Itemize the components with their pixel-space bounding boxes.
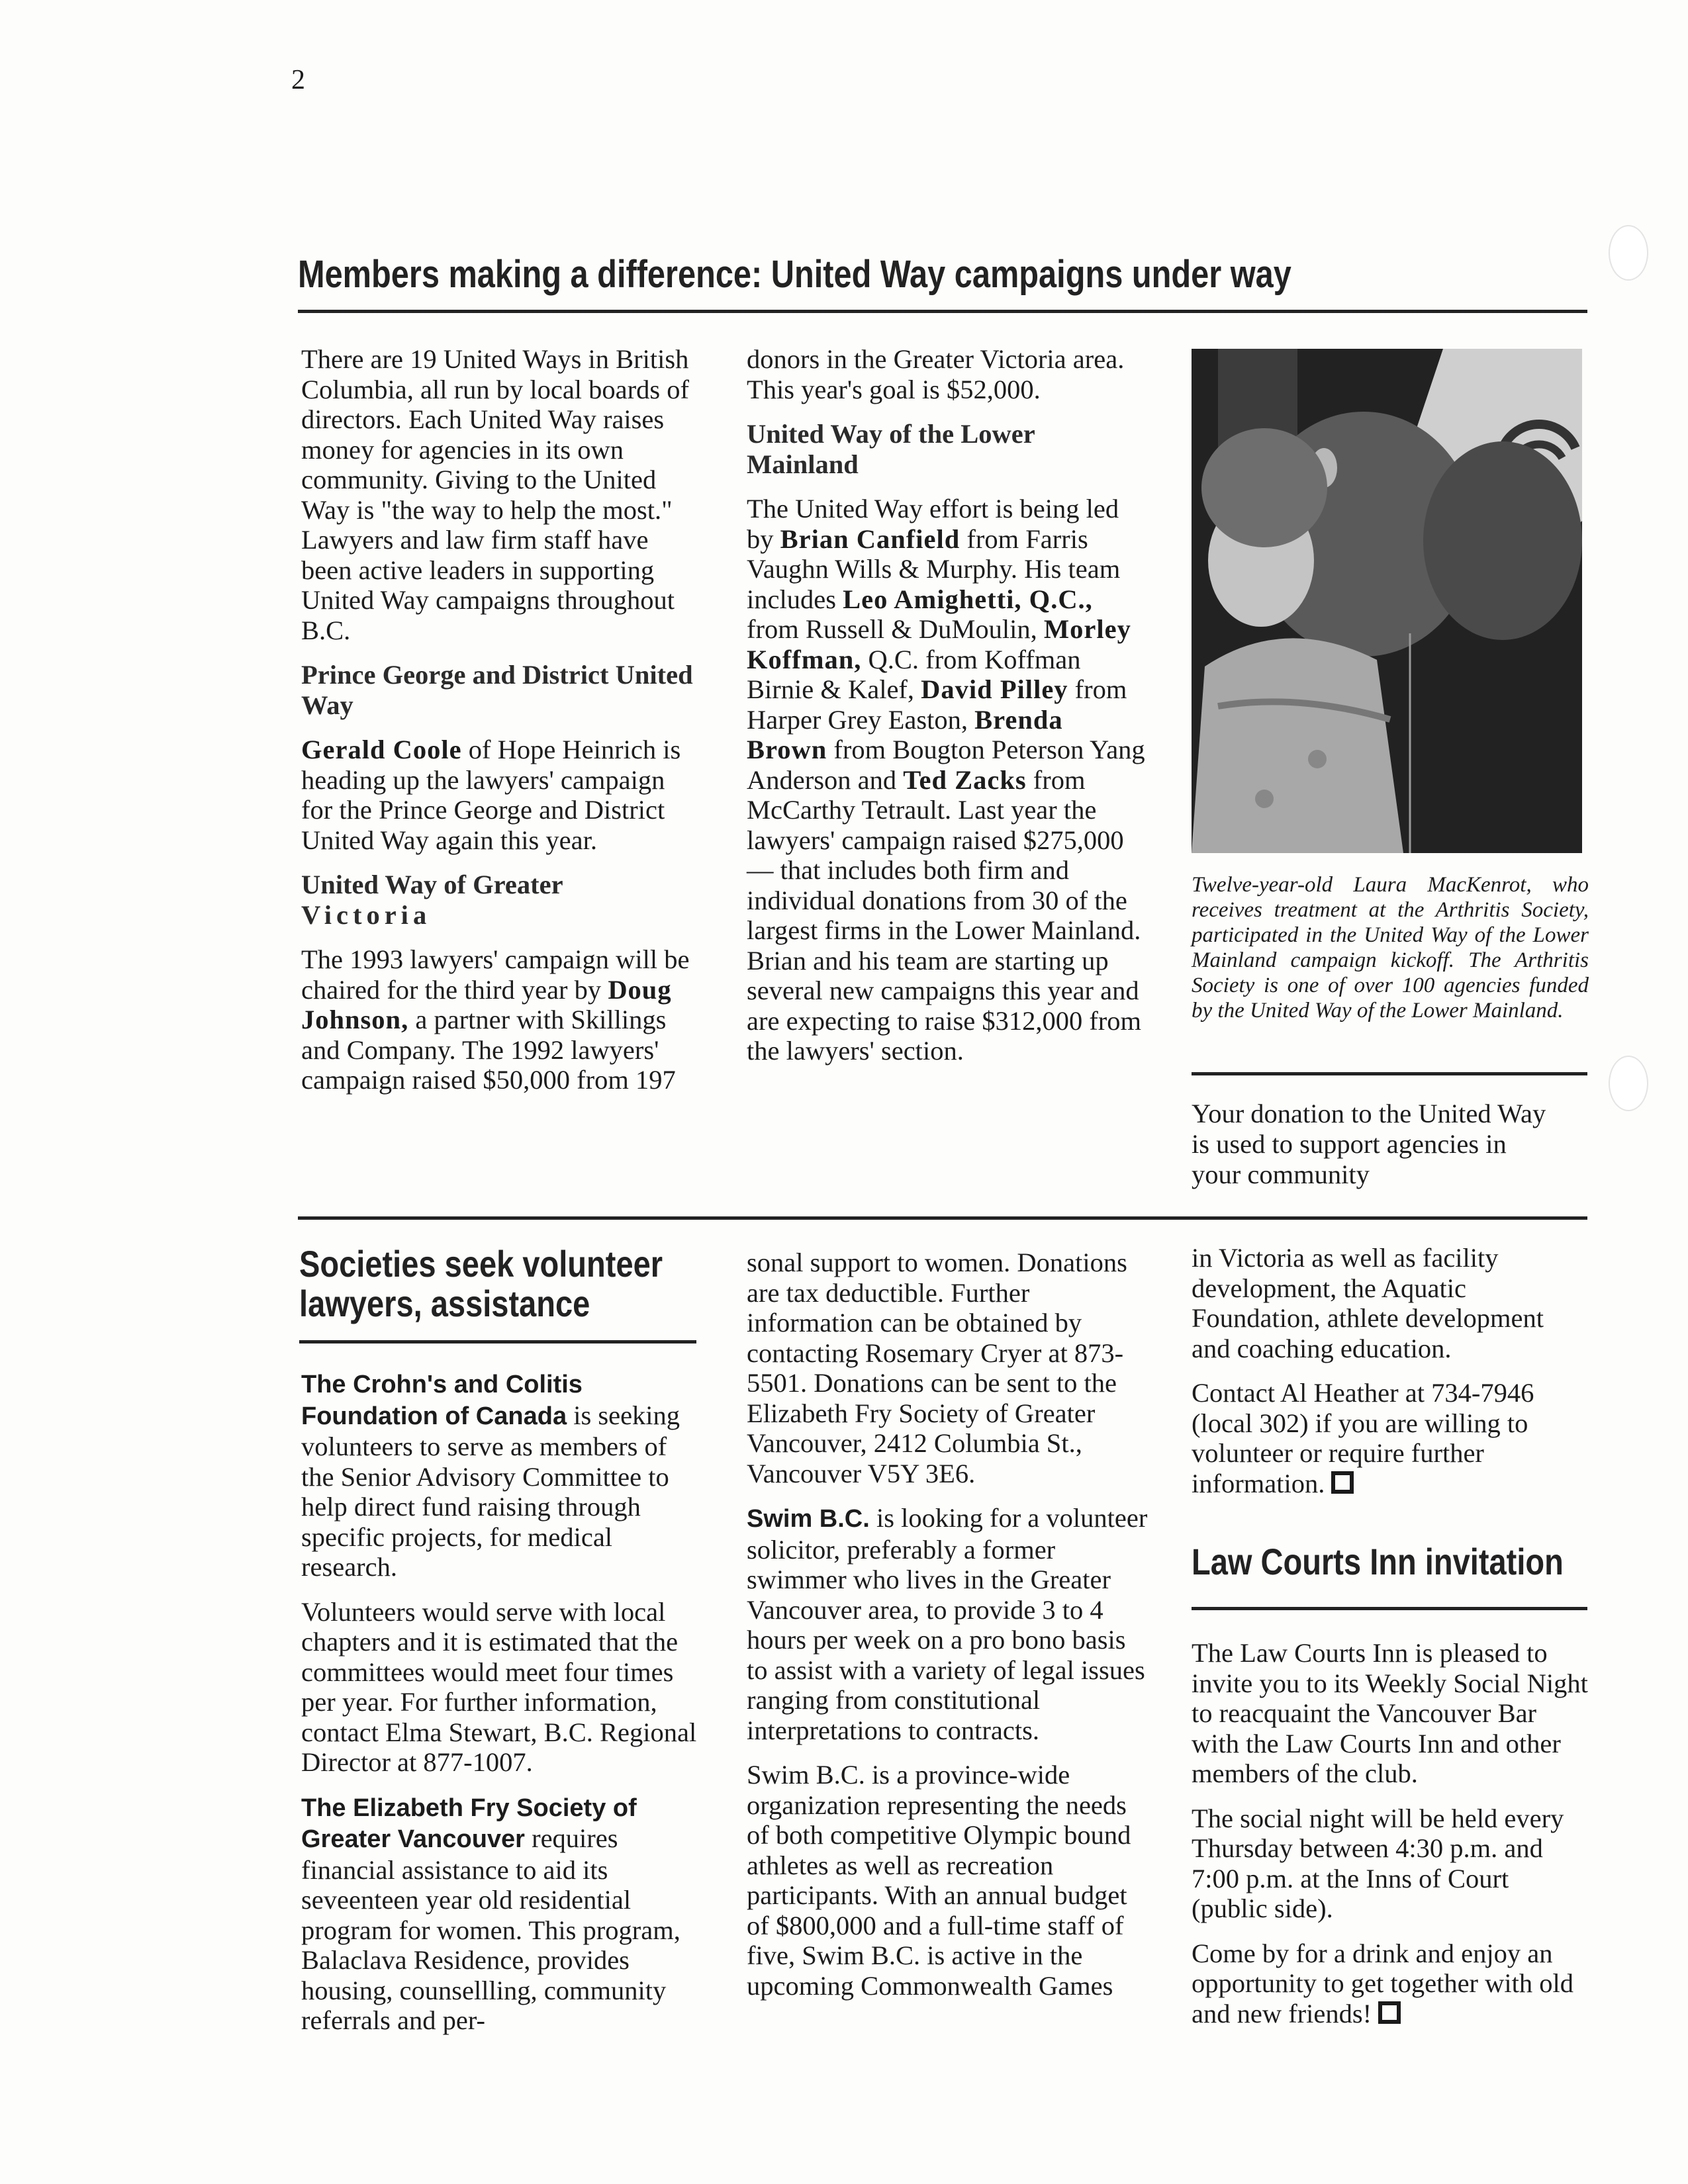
law-courts-column [1192,1638,1589,2043]
subheading-lower-mainland: United Way of the Lower Mainland [747,419,1035,479]
fry-paragraph: The Elizabeth Fry Society of Greater Vancouver requires financial assistance to aid its seveenteen year old residential program for women. This program, Balaclava Residence, provides housing, counsellling, community referrals and per- [301,1794,680,2035]
united-way-column-1 [301,344,698,1110]
swim-continued: in Victoria as well as facility development, the Aquatic Foundation, athlete development and coaching education. [1192,1243,1544,1363]
law-courts-paragraph-1: The Law Courts Inn is pleased to invite you to its Weekly Social Night to reacquaint the Vancouver Bar with the Law Courts Inn and other members of the club. [1192,1638,1588,1788]
societies-column-1 [301,1369,698,2050]
lower-mainland-paragraph: The United Way effort is being led by Brian Canfield from Farris Vaughn Wills & Murphy. His team includes Leo Amighetti, Q.C., from Russell & DuMoulin, Morley Koffman, Q.C. from Koffman Birnie & Kalef, David Pilley from Harper Grey Easton, Brenda Brown from Bougton Peterson Yang Anderson and Ted Zacks from McCarthy Tetrault. Last year the lawyers' campaign raised $275,000 — that includes both firm and individual donations from 30 of the largest firms in the Lower Mainland. Brian and his team are starting up several new campaigns this year and are expecting to raise $312,000 from the lawyers' section. [747,494,1145,1066]
end-mark-icon [1331,1471,1354,1494]
section-divider [298,1216,1587,1220]
law-courts-paragraph-2: The social night will be held every Thursday between 4:30 p.m. and 7:00 p.m. at the Inns of Court (public side). [1192,1803,1564,1923]
united-way-column-2 [747,344,1150,1081]
law-courts-heading: Law Courts Inn invitation [1192,1541,1564,1582]
fry-lead: The Elizabeth Fry Society of Greater Vancouver [301,1794,637,1853]
law-courts-heading-rule [1192,1607,1587,1610]
law-courts-paragraph-3: Come by for a drink and enjoy an opportunity to get together with old and new friends! [1192,1938,1574,2028]
societies-column-3 [1192,1243,1589,1513]
swim-lead: Swim B.C. [747,1505,870,1533]
swim-contact: Contact Al Heather at 734-7946 (local 302) if you are willing to volunteer or require further information. [1192,1378,1534,1498]
headline: Members making a difference: United Way campaigns under way [298,253,1291,296]
name-gerald-coole: Gerald Coole [301,735,462,764]
photo-caption: Twelve-year-old Laura MacKenrot, who receives treatment at the Arthritis Society, participated in the United Way of the Lower Mainland campaign kickoff. The Arthritis Society is one of over 100 agencies funded by the United Way of the Lower Mainland. [1192,873,1589,1023]
photo-girl-with-balloons [1192,349,1582,853]
crohns-paragraph-2: Volunteers would serve with local chapters and it is estimated that the committees would meet four times per year. For further information, contact Elma Stewart, B.C. Regional Director at 877-1007. [301,1596,697,1777]
crohns-lead: The Crohn's and Colitis Foundation of Canada [301,1371,583,1430]
page-number: 2 [291,65,305,95]
photo-illustration [1192,349,1582,853]
prince-george-paragraph: Gerald Coole of Hope Heinrich is heading up the lawyers' campaign for the Prince George and District United Way again this year. [301,735,681,855]
societies-column-2 [747,1248,1150,2015]
punch-hole-top [1609,225,1648,281]
victoria-continued: donors in the Greater Victoria area. This year's goal is $52,000. [747,344,1125,404]
victoria-paragraph: The 1993 lawyers' campaign will be chaired for the third year by Doug Johnson, a partner with Skillings and Company. The 1992 lawyers' campaign raised $50,000 from 197 [301,944,690,1095]
crohns-paragraph: The Crohn's and Colitis Foundation of Canada is seeking volunteers to serve as members of the Senior Advisory Committee to help direct fund raising through specific projects, for medical research. [301,1371,680,1582]
end-mark-icon [1378,2001,1401,2024]
punch-hole-middle [1609,1056,1648,1111]
subheading-prince-george: Prince George and District United Way [301,660,693,720]
name-doug-johnson: Doug Johnson, [301,974,672,1034]
pull-quote: Your donation to the United Way is used to support agencies in your community [1192,1099,1546,1189]
societies-heading-rule [299,1340,696,1343]
headline-rule [298,310,1587,313]
fry-continued: sonal support to women. Donations are tax deductible. Further information can be obtained by contacting Rosemary Cryer at 873-5501. Donations can be sent to the Elizabeth Fry Society of Greater Vancouver, 2412 Columbia St., Vancouver V5Y 3E6. [747,1248,1127,1488]
societies-heading: Societies seek volunteer lawyers, assistance [299,1243,663,1324]
intro-paragraph: There are 19 United Ways in British Columbia, all run by local boards of directors. Each United Way raises money for agencies in its own community. Giving to the United Way is "the way to help the most." Lawyers and law firm staff have been active leaders in supporting United Way campaigns throughout B.C. [301,344,690,645]
caption-rule [1192,1072,1587,1075]
swim-paragraph: Swim B.C. is looking for a volunteer solicitor, preferably a former swimmer who lives in the Greater Vancouver area, to provide 3 to 4 hours per week on a pro bono basis to assist with a variety of legal issues ranging from constitutional interpretations to contracts. [747,1503,1148,1745]
swim-paragraph-2: Swim B.C. is a province-wide organization representing the needs of both competitive Olympic bound athletes as well as recreation participants. With an annual budget of $800,000 and a full-time staff of five, Swim B.C. is active in the upcoming Commonwealth Games [747,1760,1131,2001]
subheading-victoria: United Way of Greater Victoria [301,870,563,930]
